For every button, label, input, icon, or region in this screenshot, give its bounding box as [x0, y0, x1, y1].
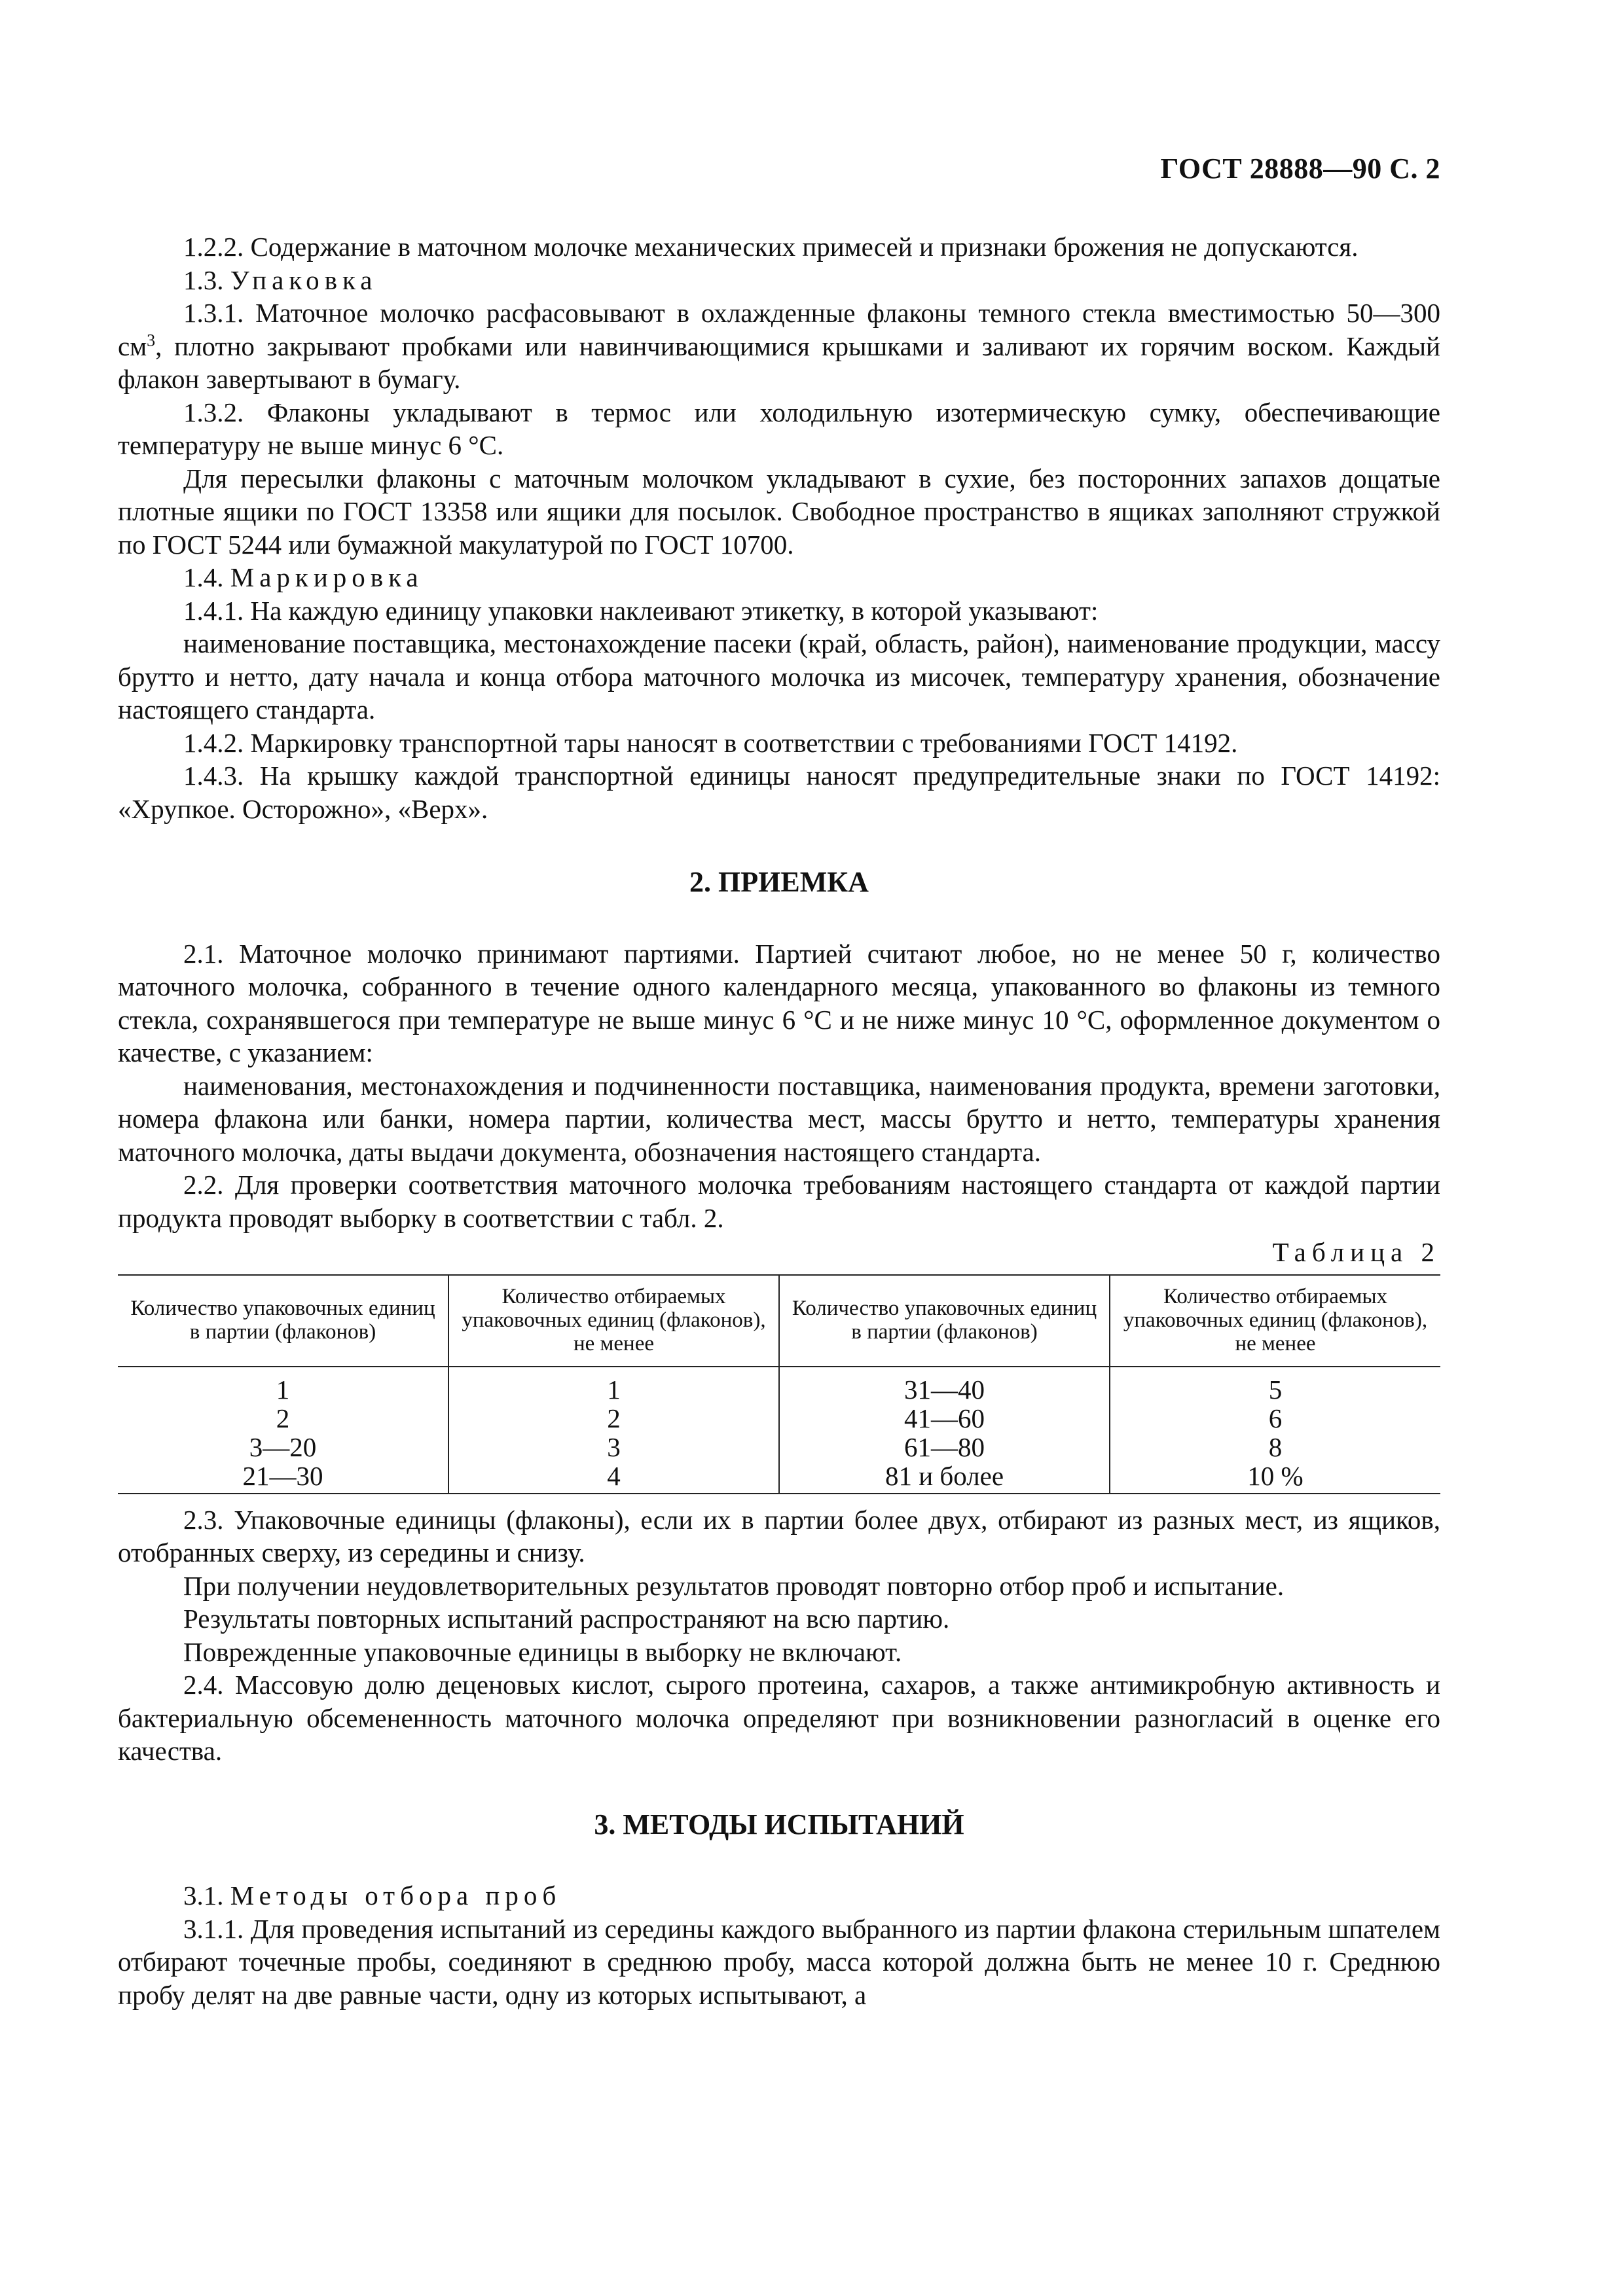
table-cell: 6	[1110, 1404, 1440, 1433]
subsection-title: Маркировка	[230, 562, 424, 592]
table-cell: 41—60	[779, 1404, 1110, 1433]
subsection-title: Методы отбора проб	[230, 1880, 562, 1910]
document-body	[118, 230, 1440, 2011]
paragraph: 1.2.2. Содержание в маточном молочке механических примесей и признаки брожения не допускаются.	[183, 232, 1359, 262]
table-cell: 8	[1110, 1433, 1440, 1462]
table-header-row	[118, 1275, 1440, 1367]
table-cell: 81 и более	[779, 1462, 1110, 1494]
paragraph: наименование поставщика, местонахождение пасеки (край, область, район), наименование продукции, массу брутто и нетто, дату начала и конца отбора маточного молочка из мисочек, температуру хранения, обозначение настоящего стандарта.	[118, 628, 1440, 725]
table-header-cell: Количество упаковочных единиц в партии (флаконов)	[118, 1275, 448, 1367]
paragraph: Для пересылки флаконы с маточным молочком укладывают в сухие, без посторонних запахов дощатые плотные ящики по ГОСТ 13358 или ящики для посылок. Свободное пространство в ящиках заполняют стружкой по ГОСТ 5244 или бумажной макулатурой по ГОСТ 10700.	[118, 463, 1440, 560]
paragraph: 1.3.2. Флаконы укладывают в термос или холодильную изотермическую сумку, обеспечивающие температуру не выше минус 6 °С.	[118, 397, 1440, 460]
paragraph: Поврежденные упаковочные единицы в выборку не включают.	[183, 1636, 902, 1667]
paragraph: При получении неудовлетворительных результатов проводят повторно отбор проб и испытание.	[183, 1570, 1285, 1601]
subsection-title: Упаковка	[230, 264, 378, 295]
table-row	[118, 1367, 1440, 1404]
section-title: 2. ПРИЕМКА	[689, 866, 869, 898]
table-cell: 2	[276, 1403, 290, 1433]
table-cell: 31—40	[779, 1367, 1110, 1404]
table-cell: 4	[448, 1462, 779, 1494]
paragraph: 1.4.3. На крышку каждой транспортной единицы наносят предупредительные знаки по ГОСТ 14192: «Хрупкое. Осторожно», «Верх».	[118, 761, 1440, 824]
table-header-cell: Количество упаковочных единиц в партии (флаконов)	[779, 1275, 1110, 1367]
table-row	[118, 1433, 1440, 1462]
table-cell: 1	[448, 1367, 779, 1404]
subsection-heading	[118, 1879, 1440, 1912]
paragraph: наименования, местонахождения и подчиненности поставщика, наименования продукта, времени заготовки, номера флакона или банки, номера партии, количества мест, массы брутто и нетто, температуры хранения маточного молочка, даты выдачи документа, обозначения настоящего стандарта.	[118, 1070, 1440, 1167]
paragraph: 2.2. Для проверки соответствия маточного молочка требованиям настоящего стандарта от каждой партии продукта проводят выборку в соответствии с табл. 2.	[118, 1170, 1440, 1233]
table-row	[118, 1404, 1440, 1433]
table-row	[118, 1462, 1440, 1494]
subsection-number: 1.4.	[183, 562, 224, 592]
paragraph: 1.4.1. На каждую единицу упаковки наклеивают этикетку, в которой указывают:	[183, 595, 1099, 626]
table-cell: 3	[448, 1433, 779, 1462]
text-run: 1.3.1. Маточное молочко расфасовывают в охлажденные флаконы темного стекла вместимостью 50—300 см	[118, 298, 1440, 361]
table-caption: Таблица 2	[1272, 1237, 1440, 1267]
paragraph: 3.1.1. Для проведения испытаний из середины каждого выбранного из партии флакона стерильным шпателем отбирают точечные пробы, соединяют в среднюю пробу, масса которой должна быть не менее 10 г. Среднюю пробу делят на две равные части, одну из которых испытывают, а	[118, 1913, 1440, 2010]
table-cell: 3—20	[249, 1431, 317, 1462]
paragraph	[118, 296, 1440, 396]
table-cell: 5	[1110, 1367, 1440, 1404]
subsection-heading	[118, 264, 1440, 297]
page-header: ГОСТ 28888—90 С. 2	[1160, 152, 1440, 185]
table-cell: 21—30	[118, 1462, 448, 1494]
table-cell: 61—80	[779, 1433, 1110, 1462]
paragraph: 1.4.2. Маркировку транспортной тары наносят в соответствии с требованиями ГОСТ 14192.	[183, 727, 1238, 758]
subsection-number: 1.3.	[183, 264, 224, 295]
paragraph: 2.1. Маточное молочко принимают партиями. Партией считают любое, но не менее 50 г, количество маточного молочка, собранного в течение одного календарного месяца, упакованного во флаконы из темного стекла, сохранявшегося при температуре не выше минус 6 °С и не ниже минус 10 °С, оформленное документом о качестве, с указанием:	[118, 938, 1440, 1067]
section-title: 3. МЕТОДЫ ИСПЫТАНИЙ	[594, 1808, 964, 1840]
table-cell: 1	[276, 1374, 290, 1405]
text-run: , плотно закрывают пробками или навинчивающимися крышками и заливают их горячим воском. Каждый флакон завертывают в бумагу.	[118, 331, 1440, 394]
sampling-table	[118, 1274, 1440, 1494]
superscript: 3	[147, 330, 156, 350]
table-header-cell: Количество отбираемых упаковочных единиц (флаконов), не менее	[448, 1275, 779, 1367]
table-header-cell: Количество отбираемых упаковочных единиц (флаконов), не менее	[1110, 1275, 1440, 1367]
subsection-heading	[118, 561, 1440, 594]
subsection-number: 3.1.	[183, 1880, 224, 1910]
table-cell: 10 %	[1110, 1462, 1440, 1494]
paragraph: Результаты повторных испытаний распространяют на всю партию.	[183, 1604, 950, 1634]
table-cell: 2	[448, 1404, 779, 1433]
paragraph: 2.3. Упаковочные единицы (флаконы), если их в партии более двух, отбирают из разных мест, из ящиков, отобранных сверху, из середины и снизу.	[118, 1504, 1440, 1568]
paragraph: 2.4. Массовую долю деценовых кислот, сырого протеина, сахаров, а также антимикробную активность и бактериальную обсемененность маточного молочка определяют при возникновении разногласий в оценке его качества.	[118, 1670, 1440, 1766]
